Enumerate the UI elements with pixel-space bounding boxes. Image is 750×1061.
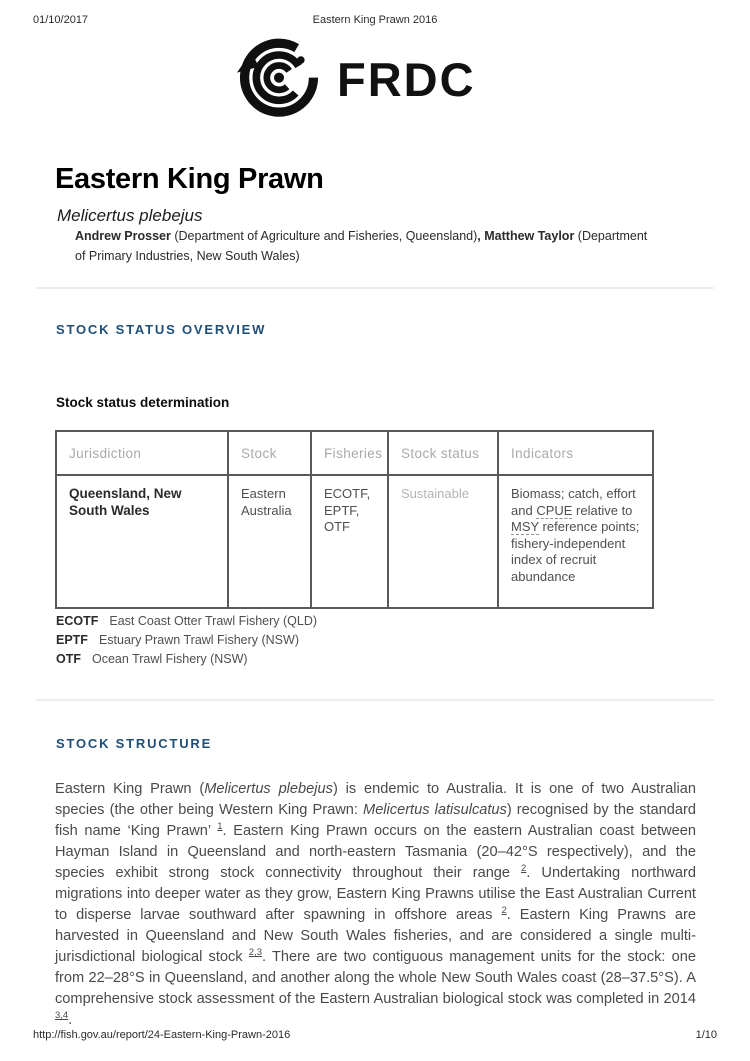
- text-segment: reference points; fishery-independent index of recruit abundance: [511, 519, 640, 584]
- text-segment: ) is endemic to Australia. It is one of two Australian species (the other being Western King Prawn:: [55, 781, 696, 818]
- authors-line: [75, 226, 653, 267]
- text-segment: . Undertaking northward migrations into deeper water as they grow, Eastern King Prawns utilise the East Australian Current to disperse larvae southward after spawning in offshore areas: [55, 865, 696, 923]
- abbreviation-list: [56, 612, 317, 669]
- abbreviation-definition: Estuary Prawn Trawl Fishery (NSW): [98, 633, 299, 647]
- text-segment: . There are two contiguous management units for the stock: one from 22–28°S in Queensland, and another along the whole New South Wales coast (28–37.5°S). A comprehensive stock assessment of the Eastern Australian biological stock was completed in 2014: [55, 949, 696, 1007]
- text-segment: Melicertus latisulcatus: [363, 802, 507, 818]
- stock-status-cell: Sustainable: [388, 475, 498, 608]
- stock-status-table-wrapper: [55, 430, 654, 609]
- report-title: Eastern King Prawn: [55, 163, 324, 195]
- frdc-logo-text: FRDC: [337, 52, 476, 106]
- text-segment: Andrew Prosser: [75, 229, 171, 243]
- column-header-stock-status: Stock status: [388, 431, 498, 475]
- text-segment: relative to: [572, 502, 633, 518]
- reference-link[interactable]: 2: [521, 863, 527, 875]
- reference-link[interactable]: 2: [501, 905, 507, 917]
- section-divider: [36, 699, 714, 701]
- text-segment: Eastern King Prawn (: [55, 781, 205, 797]
- text-segment: (Department of Agriculture and Fisheries, Queensland): [170, 229, 478, 243]
- table-row: [56, 475, 653, 608]
- glossary-term[interactable]: MSY: [511, 519, 539, 534]
- indicators-cell: [498, 475, 653, 608]
- stock-status-table: [55, 430, 654, 609]
- fisheries-cell: ECOTF, EPTF, OTF: [311, 475, 388, 608]
- stock-structure-paragraph: [55, 779, 696, 1031]
- column-header-indicators: Indicators: [498, 431, 653, 475]
- column-header-fisheries: Fisheries: [311, 431, 388, 475]
- column-header-jurisdiction: Jurisdiction: [56, 431, 228, 475]
- text-segment: .: [68, 1012, 73, 1028]
- abbreviation-definition: Ocean Trawl Fishery (NSW): [92, 652, 248, 666]
- text-segment: . Eastern King Prawn occurs on the eastern Australian coast between Hayman Island in Queensland and north-eastern Tasmania (20–42°S respectively), and the species exhibit strong stock connectivity throughout their range: [55, 823, 697, 881]
- species-name: Melicertus plebejus: [57, 206, 203, 225]
- section-heading-determination: Stock status determination: [56, 395, 230, 410]
- abbreviation-row: [56, 612, 317, 631]
- print-footer-page-number: 1/10: [695, 1029, 717, 1041]
- reference-link[interactable]: 2,3: [248, 947, 262, 959]
- section-heading-overview: STOCK STATUS OVERVIEW: [56, 322, 267, 337]
- column-header-stock: Stock: [228, 431, 311, 475]
- table-header-row: [56, 431, 653, 475]
- frdc-spiral-icon: [237, 32, 321, 120]
- text-segment: . Eastern King Prawns are harvested in Queensland and New South Wales fisheries, and are considered a single multi-jurisdictional biological stock: [55, 907, 696, 965]
- print-footer-url: http://fish.gov.au/report/24-Eastern-King-Prawn-2016: [33, 1029, 291, 1041]
- text-segment: Melicertus plebejus: [204, 781, 333, 797]
- abbreviation-term: OTF: [56, 652, 81, 666]
- print-header-date: 01/10/2017: [33, 14, 89, 26]
- text-segment: ) recognised by the standard fish name ‘King Prawn’: [55, 802, 696, 839]
- reference-link[interactable]: 3,4: [55, 1010, 69, 1022]
- text-segment: Biomass; catch, effort and: [511, 486, 636, 518]
- abbreviation-definition: East Coast Otter Trawl Fishery (QLD): [109, 614, 318, 628]
- frdc-logo: [237, 32, 476, 120]
- text-segment: (Department of Primary Industries, New South Wales): [75, 229, 648, 264]
- glossary-term[interactable]: CPUE: [536, 502, 573, 518]
- jurisdiction-cell: Queensland, New South Wales: [56, 475, 228, 608]
- abbreviation-row: [56, 650, 317, 669]
- text-segment: Matthew Taylor: [484, 229, 575, 243]
- abbreviation-term: ECOTF: [56, 614, 99, 628]
- abbreviation-row: [56, 631, 317, 650]
- print-header-title: Eastern King Prawn 2016: [312, 14, 438, 26]
- reference-link[interactable]: 1: [217, 821, 223, 833]
- text-segment: ,: [477, 229, 481, 243]
- stock-cell: Eastern Australia: [228, 475, 311, 608]
- section-divider: [36, 287, 714, 289]
- abbreviation-term: EPTF: [56, 633, 88, 647]
- section-heading-structure: STOCK STRUCTURE: [56, 736, 213, 751]
